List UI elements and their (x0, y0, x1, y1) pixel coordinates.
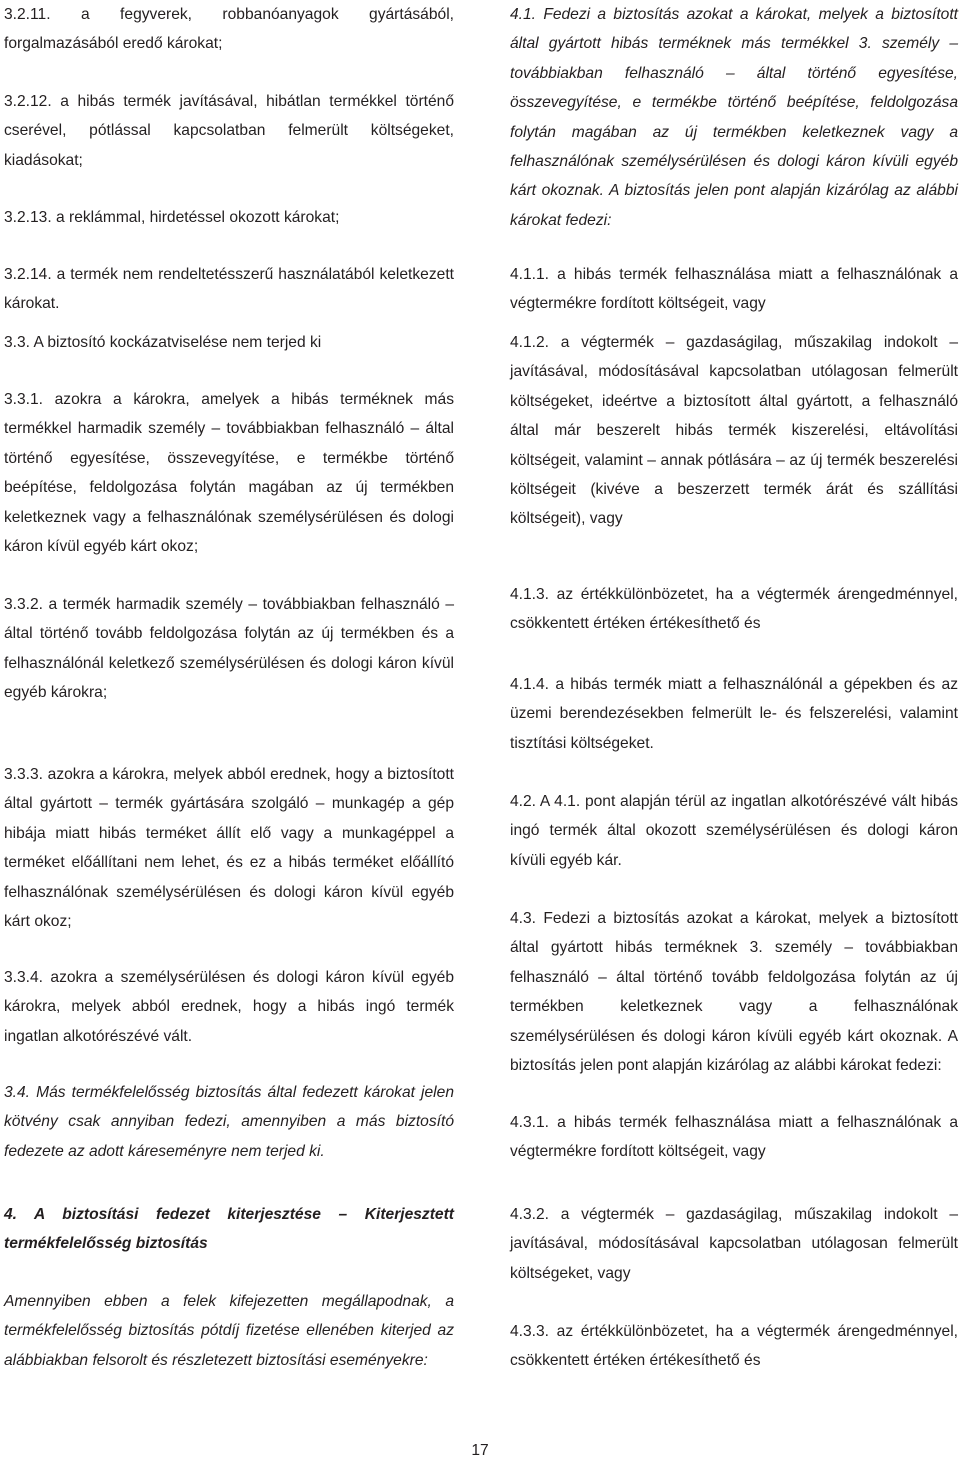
paragraph-4-3: 4.3. Fedezi a biztosítás azokat a károkat, melyek a biztosított által gyártott hibás terméknek 3. személy – továbbiakban felhasználó – által történő tovább feldolgozása folytán az új termékben keletkeznek vagy a felhasználónak személysérülésen és dologi káron kívüli egyéb kárt okoznak. A biztosítás jelen pont alapján kizárólag az alábbi károkat fedezi: (510, 910, 958, 1075)
paragraph-4-1-4: 4.1.4. a hibás termék miatt a felhasználónál a gépekben és az üzemi berendezésekben felmerült le- és felszerelési, valamint tisztítási költségeket. (510, 676, 958, 752)
paragraph-4-1: 4.1. Fedezi a biztosítás azokat a károkat, melyek a biztosított által gyártott hibás terméknek más termékkel 3. személy – továbbiakban felhasználó – által történő egyesítése, összevegyítése, e termékbe történő beépítése, feldolgozása folytán magában az új termékben keletkeznek vagy a felhasználónak személysérülésen és dologi káron kívüli egyéb kárt okoznak. A biztosítás jelen pont alapján kizárólag az alábbi károkat fedezi: (510, 6, 958, 229)
paragraph-3-2-13: 3.2.13. a reklámmal, hirdetéssel okozott károkat; (4, 209, 340, 226)
paragraph-3-2-11: 3.2.11. a fegyverek, robbanóanyagok gyártásából, forgalmazásából eredő károkat; (4, 6, 454, 53)
paragraph-4-2: 4.2. A 4.1. pont alapján térül az ingatlan alkotórészévé vált hibás ingó termék által okozott személysérülésen és dologi káron kívüli egyéb kár. (510, 793, 958, 869)
paragraph-4-3-2: 4.3.2. a végtermék – gazdaságilag, műszakilag indokolt – javításával, módosításával kapcsolatban utólagosan felmerült költségeket, vagy (510, 1206, 958, 1282)
paragraph-3-4: 3.4. Más termékfelelősség biztosítás által fedezett károkat jelen kötvény csak annyiban fedezi, amennyiben a más biztosító fedezete az adott káreseményre nem terjed ki. (4, 1084, 454, 1160)
paragraph-4-3-1: 4.3.1. a hibás termék felhasználása miatt a felhasználónak a végtermékre fordított költségeit, vagy (510, 1114, 958, 1161)
paragraph-section-4-intro: Amennyiben ebben a felek kifejezetten megállapodnak, a termékfelelősség biztosítás pótdíj fizetése ellenében kiterjed az alábbiakban felsorolt és részletezett biztosítási eseményekre: (4, 1293, 454, 1369)
paragraph-3-3-1: 3.3.1. azokra a károkra, amelyek a hibás terméknek más termékkel harmadik személy – továbbiakban felhasználó – által történő egyesítése, összevegyítése, e termékbe történő beépítése, feldolgozása folytán magában az új termékben keletkeznek vagy a felhasználónak személysérülésen és dologi káron kívül egyéb kárt okoz; (4, 391, 454, 556)
paragraph-4-1-1: 4.1.1. a hibás termék felhasználása miatt a felhasználónak a végtermékre fordított költségeit, vagy (510, 266, 958, 313)
paragraph-3-3-2: 3.3.2. a termék harmadik személy – továbbiakban felhasználó – által történő tovább feldolgozása folytán az új termékben és a felhasználónál keletkező személysérülésen és dologi káron kívül egyéb károkra; (4, 596, 454, 702)
paragraph-4-1-3: 4.1.3. az értékkülönbözetet, ha a végtermék árengedménnyel, csökkentett értéken értékesíthető és (510, 586, 958, 633)
section-4-heading: 4. A biztosítási fedezet kiterjesztése – Kiterjesztett termékfelelősség biztosítás (4, 1206, 454, 1253)
page-number: 17 (471, 1442, 489, 1459)
paragraph-3-2-14: 3.2.14. a termék nem rendeltetésszerű használatából keletkezett károkat. (4, 266, 454, 313)
paragraph-3-2-12: 3.2.12. a hibás termék javításával, hibátlan termékkel történő cserével, pótlással kapcsolatban felmerült költségeket, kiadásokat; (4, 93, 454, 169)
paragraph-3-3-4: 3.3.4. azokra a személysérülésen és dologi káron kívül egyéb károkra, melyek abból erednek, hogy a hibás ingó termék ingatlan alkotórészévé vált. (4, 969, 454, 1045)
paragraph-3-3: 3.3. A biztosító kockázatviselése nem terjed ki (4, 334, 322, 351)
paragraph-4-1-2: 4.1.2. a végtermék – gazdaságilag, műszakilag indokolt – javításával, módosításával kapcsolatban utólagosan felmerült költségeket, ideértve a biztosított által gyártott, a felhasználó által már beszerelt hibás termék kiszerelési, eltávolítási költségeit, valamint – annak pótlására – az új termék beszerelési költségeit (kivéve a beszerzett termék árát és szállítási költségeit), vagy (510, 334, 958, 528)
paragraph-4-3-3: 4.3.3. az értékkülönbözetet, ha a végtermék árengedménnyel, csökkentett értéken értékesíthető és (510, 1323, 958, 1370)
paragraph-3-3-3: 3.3.3. azokra a károkra, melyek abból erednek, hogy a biztosított által gyártott – termék gyártására szolgáló – munkagép a gép hibája miatt hibás terméket állít elő vagy a munkagéppel a terméket előállítani nem lehet, és ez a hibás terméket előállító felhasználónak személysérülésen és dologi káron kívül egyéb kárt okoz; (4, 766, 454, 931)
